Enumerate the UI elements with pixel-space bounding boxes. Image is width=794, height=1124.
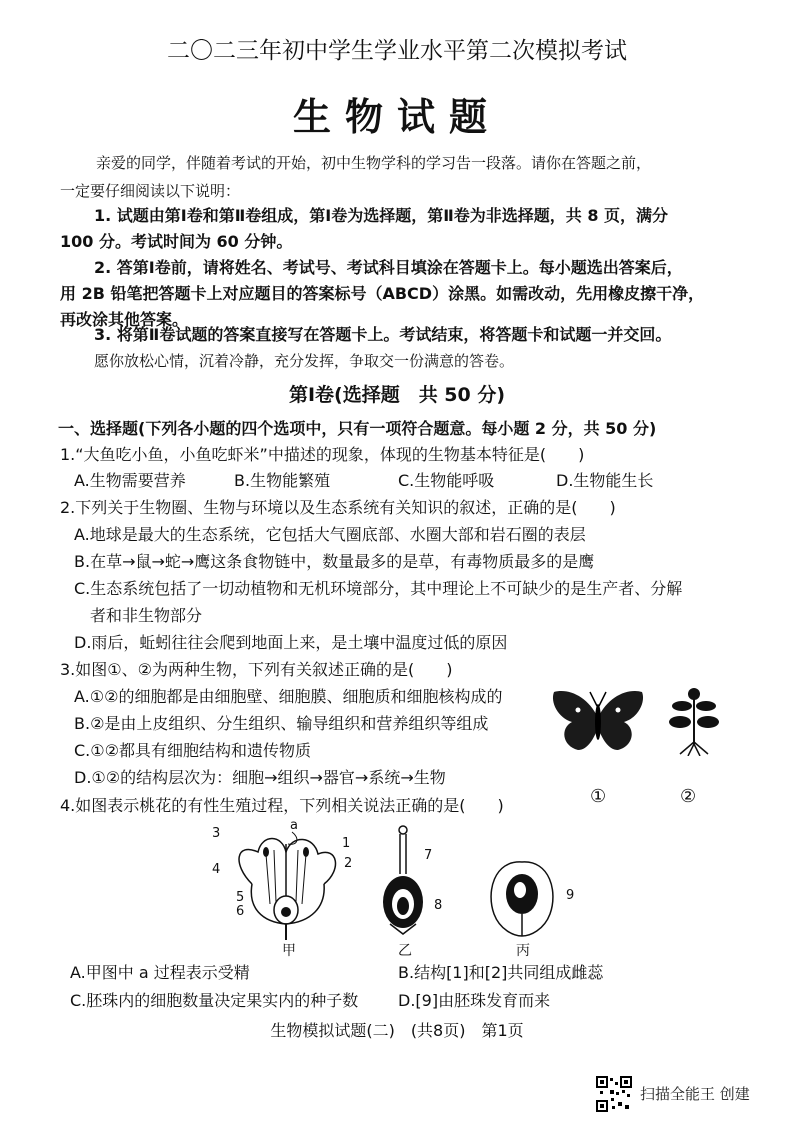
q1-option-a: A.生物需要营养	[74, 471, 186, 490]
q4-option-a: A.甲图中 a 过程表示受精	[70, 963, 250, 982]
q2-stem: 2.下列关于生物圈、生物与环境以及生态系统有关知识的叙述，正确的是( )	[60, 498, 616, 517]
q2-option-c-line2: 者和非生物部分	[90, 606, 203, 625]
rule-3: 3. 将第Ⅱ卷试题的答案直接写在答题卡上。考试结束，将答题卡和试题一并交回。	[94, 325, 672, 344]
q1-option-b: B.生物能繁殖	[234, 471, 331, 490]
label-9: 9	[566, 888, 575, 903]
label-bing: 丙	[516, 943, 530, 959]
plant-figure	[668, 684, 720, 756]
rule-1b: 100 分。考试时间为 60 分钟。	[60, 232, 293, 251]
section-instruction: 一、选择题(下列各小题的四个选项中，只有一项符合题意。每小题 2 分，共 50 分)	[58, 419, 657, 438]
label-7: 7	[424, 848, 433, 863]
label-a: a	[290, 818, 298, 833]
q3-option-c: C.①②都具有细胞结构和遗传物质	[74, 741, 311, 760]
q3-option-a: A.①②的细胞都是由细胞壁、细胞膜、细胞质和细胞核构成的	[74, 687, 503, 706]
rule-2a: 2. 答第Ⅰ卷前，请将姓名、考试号、考试科目填涂在答题卡上。每小题选出答案后，	[94, 258, 683, 277]
scanner-watermark: 扫描全能王 创建	[640, 1085, 750, 1103]
section-title: 第Ⅰ卷(选择题 共 50 分)	[288, 384, 506, 406]
rule-2b: 用 2B 铅笔把答题卡上对应题目的答案标号（ABCD）涂黑。如需改动，先用橡皮擦干净，	[60, 284, 705, 303]
figure-label-1: ①	[590, 786, 607, 807]
label-3: 3	[212, 826, 221, 841]
label-8: 8	[434, 898, 443, 913]
butterfly-figure	[548, 688, 648, 760]
pistil-diagram	[378, 824, 428, 936]
intro-line-2: 一定要仔细阅读以下说明：	[60, 182, 241, 200]
fruit-diagram	[484, 856, 560, 940]
q4-option-b: B.结构[1]和[2]共同组成雌蕊	[398, 963, 604, 982]
peach-flower-diagram	[222, 824, 352, 942]
q2-option-d: D.雨后，蚯蚓往往会爬到地面上来，是土壤中温度过低的原因	[74, 633, 508, 652]
q2-option-b: B.在草→鼠→蛇→鹰这条食物链中，数量最多的是草，有毒物质最多的是鹰	[74, 552, 595, 571]
q4-option-d: D.[9]由胚珠发育而来	[398, 991, 551, 1010]
q3-option-d: D.①②的结构层次为：细胞→组织→器官→系统→生物	[74, 768, 446, 787]
subject-title: 生物试题	[292, 95, 501, 139]
q3-option-b: B.②是由上皮组织、分生组织、输导组织和营养组织等组成	[74, 714, 489, 733]
label-1: 1	[342, 836, 351, 851]
q4-stem: 4.如图表示桃花的有性生殖过程，下列相关说法正确的是( )	[60, 796, 504, 815]
exam-title: 二〇二三年初中学生学业水平第二次模拟考试	[167, 38, 627, 64]
page-footer: 生物模拟试题(二) (共8页) 第1页	[270, 1021, 524, 1040]
label-2: 2	[344, 856, 353, 871]
label-6: 6	[236, 904, 245, 919]
q2-option-c-line1: C.生态系统包括了一切动植物和无机环境部分，其中理论上不可缺少的是生产者、分解	[74, 579, 683, 598]
rule-2c: 再改涂其他答案。	[60, 310, 189, 329]
rule-1a: 1. 试题由第Ⅰ卷和第Ⅱ卷组成，第Ⅰ卷为选择题，第Ⅱ卷为非选择题，共 8 页，满分	[94, 206, 669, 225]
q2-option-a: A.地球是最大的生态系统，它包括大气圈底部、水圈大部和岩石圈的表层	[74, 525, 586, 544]
qr-code-icon	[596, 1076, 632, 1112]
figure-label-2: ②	[680, 786, 697, 807]
wish-line: 愿你放松心情，沉着冷静，充分发挥，争取交一份满意的答卷。	[94, 352, 515, 370]
intro-line-1: 亲爱的同学，伴随着考试的开始，初中生物学科的学习告一段落。请你在答题之前，	[96, 154, 652, 172]
q1-option-c: C.生物能呼吸	[398, 471, 495, 490]
q3-stem: 3.如图①、②为两种生物，下列有关叙述正确的是( )	[60, 660, 453, 679]
q1-option-d: D.生物能生长	[556, 471, 654, 490]
q1-stem: 1.“大鱼吃小鱼，小鱼吃虾米”中描述的现象，体现的生物基本特征是( )	[60, 445, 585, 464]
label-5: 5	[236, 890, 245, 905]
label-yi: 乙	[398, 943, 412, 959]
label-4: 4	[212, 862, 221, 877]
label-jia: 甲	[282, 943, 296, 959]
q4-option-c: C.胚珠内的细胞数量决定果实内的种子数	[70, 991, 359, 1010]
